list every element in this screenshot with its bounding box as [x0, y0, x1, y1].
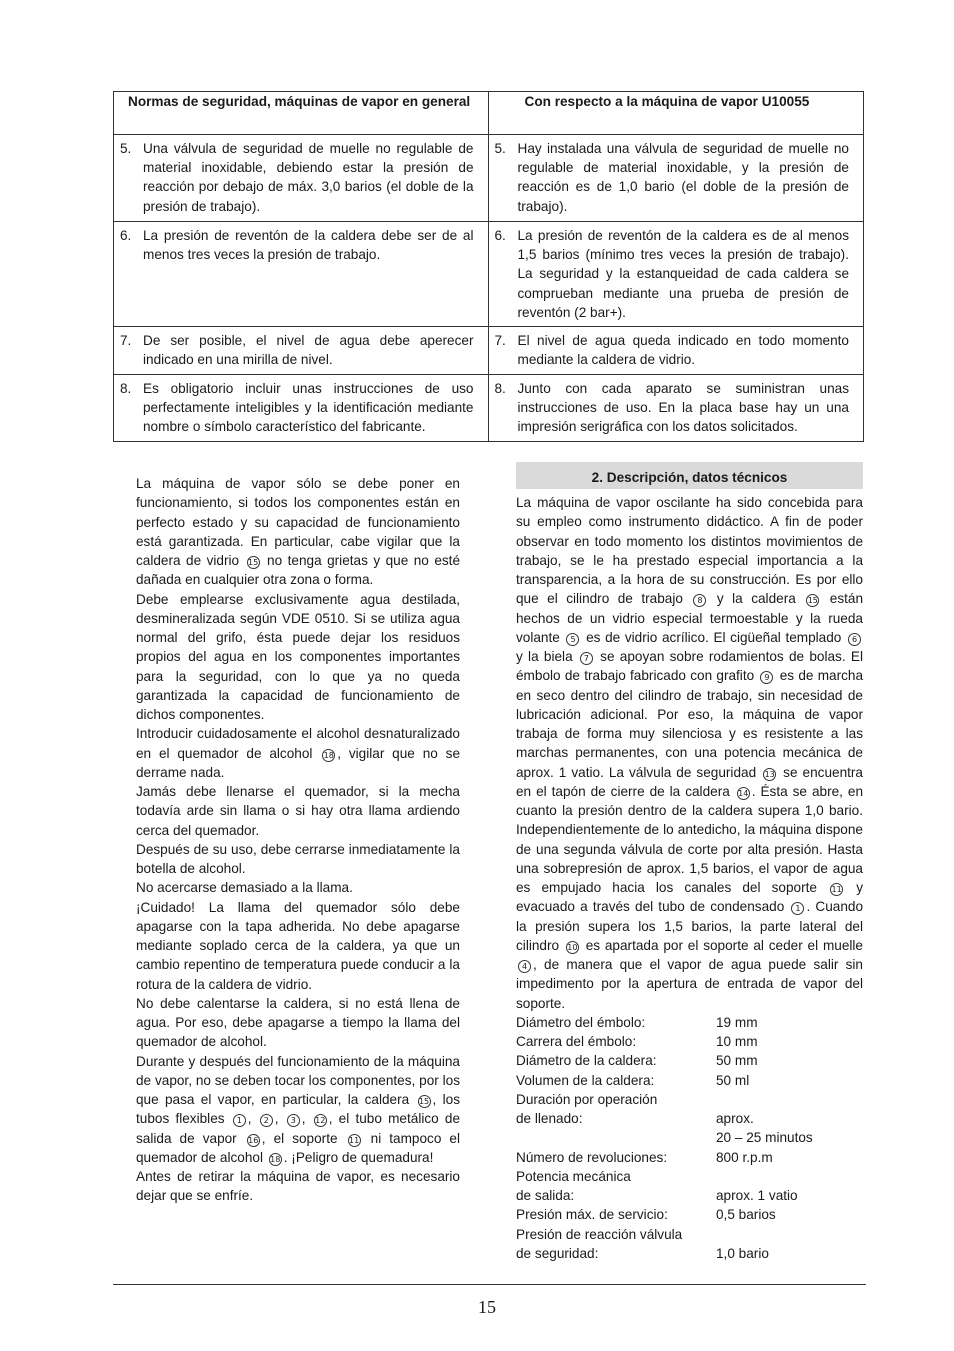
spec-value: 0,5 barios [716, 1207, 776, 1223]
description-text: La máquina de vapor oscilante ha sido concebida para su empleo como instrumento didáctico. A fin de poder observar en todo momento los distintos movimientos de trabajo, se le ha prestado especial importancia a la transparencia, a la hora de su construcción. Es por ello que el cilindro de trabajo 8 y la caldera 15 están hechos de un vidrio especial termoestable y la rueda volante 5 es de vidrio acrílico. El cigüeñal templado 6 y la biela 7 se apoyan sobre rodamientos de bolas. El émbolo de trabajo fabricado con grafito 9 es de marcha en seco dentro del cilindro de trabajo, sin necesidad de lubricación adicional. Por eso, la máquina de vapor trabaja de forma muy silenciosa y es resistente a las marchas permanentes, con una potencia mecánica de aprox. 1 vatio. La válvula de seguridad 13 se encuentra en el tapón de cierre de la caldera 14 . Ésta se abre, en cuanto la presión dentro de la caldera supera 1,0 bario. Independientemente de lo antedicho, la máquina dispone de una segunda válvula de corte por alta presión. Hasta una sobrepresión de aprox. 1,5 barios, el vapor de agua es empujado hacia los canales del soporte 11 y evacuado a través del tubo de condensado 1 . Cuando la presión supera los 1,5 barios, la parte lateral del cilindro 10 es apartada por el soporte al ceder el muelle 4 , de manera que el vapor de agua puede salir sin impedimento por la apertura de entrada de vapor del soporte. [516, 495, 864, 1011]
spec-row [516, 1167, 863, 1186]
page-number: 15 [478, 1297, 496, 1317]
circled-number-icon: 15 [418, 1097, 430, 1106]
spec-label: Duración por operación [516, 1091, 658, 1107]
paragraph: Después de su uso, debe cerrarse inmediatamente la botella de alcohol. [136, 841, 460, 876]
circled-number-icon: 1 [233, 1114, 246, 1127]
table-row [114, 222, 864, 327]
norm-text: La presión de reventón de la caldera debe ser de al menos tres veces la presión de trabajo. [143, 228, 474, 263]
circled-number-icon: 16 [248, 1135, 259, 1145]
spec-value: 1,0 bario [716, 1245, 769, 1261]
circled-number-icon: 11 [831, 885, 842, 894]
spec-row [516, 1109, 863, 1128]
paragraph: Debe emplearse exclusivamente agua destilada, desmineralizada según VDE 0510. Si se utiliza agua normal del grifo, ésta puede dejar los residuos propios del agua en los componentes importantes para la seguridad, con lo que ya no queda garantizada la capacidad de funcionamiento de dichos componentes. [136, 591, 460, 722]
spec-value [716, 1090, 863, 1109]
spec-label [516, 1128, 716, 1147]
circled-number-icon: 7 [580, 652, 593, 665]
spec-row [516, 1013, 863, 1032]
safety-norms-table [113, 91, 864, 442]
circled-number-icon: 12 [315, 1116, 326, 1126]
section-heading: 2. Descripción, datos técnicos [516, 462, 863, 489]
circled-number-icon: 18 [270, 1154, 281, 1164]
spec-value [716, 1167, 863, 1186]
circled-number-icon: 9 [760, 671, 773, 684]
circled-number-icon: 1 [791, 902, 804, 915]
spec-row [516, 1148, 863, 1167]
spec-label: de llenado: [516, 1111, 583, 1126]
spec-value: 50 mm [716, 1053, 758, 1069]
item-number: 6. [494, 228, 506, 243]
circled-number-icon: 5 [566, 633, 579, 646]
paragraph: Durante y después del funcionamiento de la máquina de vapor, no se deben tocar los componentes, por los que pasa el vapor, en particular, la caldera 15 , los tubos flexibles 1 , 2 , 3 , 12 , el tubo metálico de salida de vapor 16 , el soporte 11 ni tampoco el quemador de alcohol 18 . ¡Peligro de quemadura! [136, 1053, 461, 1165]
spec-row [516, 1225, 863, 1244]
technical-description-column [516, 462, 863, 1263]
item-number: 8. [120, 381, 132, 397]
paragraph: Introducir cuidadosamente el alcohol desnaturalizado en el quemador de alcohol 18 , vigilar que no se derrame nada. [136, 726, 460, 780]
table-row [114, 135, 864, 222]
spec-row [516, 1032, 863, 1051]
norm-text: Es obligatorio incluir unas instrucciones de uso perfectamente inteligibles y la identificación mediante nombre o símbolo característico del fabricante. [143, 381, 474, 435]
spec-value: aprox. 1 vatio [716, 1188, 798, 1203]
spec-value: 50 ml [716, 1072, 750, 1088]
item-number: 5. [120, 141, 132, 156]
spec-row [516, 1090, 863, 1109]
spec-row [516, 1071, 863, 1090]
paragraph: Jamás debe llenarse el quemador, si la mecha todavía arde sin llama o si hay otra llama ardiendo cerca del quemador. [136, 784, 460, 838]
paragraph: Antes de retirar la máquina de vapor, es necesario dejar que se enfríe. [136, 1169, 460, 1204]
spec-value: 19 mm [716, 1014, 758, 1030]
circled-number-icon: 2 [260, 1114, 273, 1127]
spec-row [516, 1128, 863, 1147]
circled-number-icon: 3 [287, 1114, 300, 1127]
spec-label: Diámetro de la caldera: [516, 1053, 657, 1069]
table-header-row [114, 92, 864, 135]
spec-label: Potencia mecánica [516, 1168, 631, 1184]
item-number: 5. [494, 141, 506, 156]
table-header-right: Con respecto a la máquina de vapor U10055 [488, 92, 864, 135]
paragraph: No debe calentarse la caldera, si no está llena de agua. Por eso, debe apagarse a tiempo la llama del quemador de alcohol. [136, 995, 460, 1050]
paragraph: No acercarse demasiado a la llama. [136, 880, 353, 896]
table-header-left: Normas de seguridad, máquinas de vapor en general [114, 92, 489, 135]
norm-text: De ser posible, el nivel de agua debe aperecer indicado en una mirilla de nivel. [143, 333, 474, 368]
technical-specs [516, 1013, 863, 1263]
circled-number-icon: 11 [349, 1135, 360, 1145]
circled-number-icon: 18 [323, 750, 334, 760]
circled-number-icon: 4 [518, 960, 531, 973]
machine-text: Hay instalada una válvula de seguridad de muelle no regulable de material inoxidable, y la presión de reacción es de 1,0 bario (el doble de la presión de trabajo). [517, 141, 849, 214]
circled-number-icon: 14 [738, 788, 749, 798]
circled-number-icon: 10 [567, 942, 578, 952]
spec-row [516, 1051, 863, 1070]
item-number: 6. [120, 228, 132, 243]
spec-label: Diámetro del émbolo: [516, 1014, 646, 1030]
machine-text: El nivel de agua queda indicado en todo momento mediante la caldera de vidrio. [517, 333, 849, 368]
spec-label: Volumen de la caldera: [516, 1072, 655, 1088]
circled-number-icon: 15 [807, 596, 818, 606]
item-number: 7. [120, 333, 132, 349]
spec-value: aprox. [716, 1111, 754, 1126]
footer-divider [113, 1284, 866, 1285]
table-row [114, 327, 864, 375]
spec-label: de seguridad: [516, 1245, 599, 1261]
spec-label: Presión de reacción válvula [516, 1226, 683, 1242]
norm-text: Una válvula de seguridad de muelle no regulable de material inoxidable, debiendo estar la presión de reacción por debajo de máx. 3,0 barios (el doble de la presión de trabajo). [143, 141, 474, 214]
spec-row [516, 1186, 863, 1205]
machine-text: La presión de reventón de la caldera es de al menos 1,5 barios (mínimo tres veces la presión de trabajo). La seguridad y la estanqueidad de cada caldera se comprueban mediante una prueba de presión de reventón (2 bar+). [517, 228, 849, 320]
spec-value: 20 – 25 minutos [716, 1130, 813, 1146]
machine-text: Junto con cada aparato se suministran unas instrucciones de uso. En la placa base hay un una impresión serigráfica con los datos solicitados. [517, 381, 849, 435]
spec-label: Número de revoluciones: [516, 1149, 668, 1165]
spec-value: 10 mm [716, 1034, 758, 1049]
paragraph: La máquina de vapor sólo se debe poner en funcionamiento, si todos los componentes están en perfecto estado y su capacidad de funcionamiento está garantizada. En particular, cabe vigilar que la caldera de vidrio 15 no tenga grietas y que no esté dañada en cualquier otra zona o forma. [136, 476, 461, 588]
circled-number-icon: 13 [764, 769, 775, 779]
spec-label: Carrera del émbolo: [516, 1034, 637, 1049]
table-row [114, 375, 864, 442]
spec-label: Presión máx. de servicio: [516, 1207, 668, 1223]
spec-row [516, 1244, 863, 1263]
safety-instructions-column [136, 474, 460, 1206]
spec-value [716, 1225, 863, 1244]
item-number: 7. [494, 333, 506, 349]
spec-label: de salida: [516, 1188, 575, 1203]
item-number: 8. [494, 381, 506, 397]
circled-number-icon: 8 [693, 594, 706, 607]
spec-value: 800 r.p.m [716, 1149, 773, 1165]
circled-number-icon: 15 [247, 558, 259, 567]
spec-row [516, 1205, 863, 1224]
paragraph: ¡Cuidado! La llama del quemador sólo debe apagarse con la tapa adherida. No debe apagarse mediante soplado cerca de la caldera, ya que un cambio repentino de temperatura puede conducir a la rotura de la caldera de vidrio. [136, 899, 460, 992]
circled-number-icon: 6 [848, 633, 861, 646]
